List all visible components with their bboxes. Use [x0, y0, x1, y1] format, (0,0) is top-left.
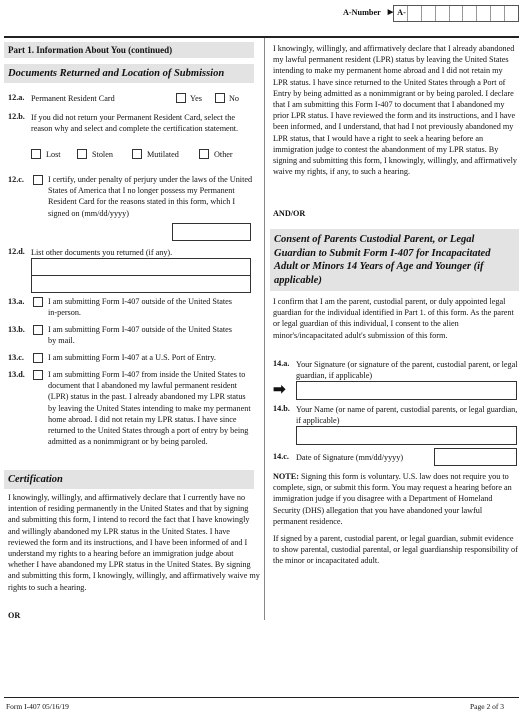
q13a-text: I am submitting Form I-407 outside of the United States in-person.	[48, 297, 232, 318]
q12a-label: Permanent Resident Card	[31, 94, 115, 103]
q13b-text: I am submitting Form I-407 outside of the United States by mail.	[48, 325, 232, 346]
q14c-label: Date of Signature (mm/dd/yyyy)	[296, 453, 404, 462]
q12a-no-label: No	[229, 94, 240, 103]
stolen-label: Stolen	[92, 150, 113, 159]
q13c-number: 13.c.	[8, 353, 24, 362]
q14b-number: 14.b.	[273, 404, 290, 413]
name-field[interactable]	[296, 426, 517, 445]
q13a-number: 13.a.	[8, 297, 25, 306]
q13a-checkbox[interactable]	[33, 297, 43, 307]
top-rule	[4, 36, 519, 38]
or-label: OR	[8, 611, 21, 620]
cert-text: I knowingly, willingly, and affirmatively declare that I currently have no intention of residing permanently in the United States and that by signing and submitting this form, I intend to record the fact that I have knowingly and willingly abandoned my LPR status in the United States. I have reviewed the form and its instructions, and I have been informed of and I understand my rights to a hearing before an immigration judge about whether I have abandoned my LPR status in the United States. By signing and submitting this form, I knowingly, willingly, and affirmatively waive my rights to such a hearing.	[8, 493, 260, 592]
andor-label: AND/OR	[273, 209, 306, 218]
note-text: Signing this form is voluntary. U.S. law does not require you to complete, sign, or submit this form. You may request a hearing before an immigration judge if you disagree with a Department of Homeland Security (DHS) allegation that you have abandoned your lawful permanent residence.	[273, 472, 512, 526]
cert-heading: Certification	[8, 474, 63, 485]
lost-label: Lost	[46, 150, 61, 159]
stolen-checkbox[interactable]	[77, 149, 87, 159]
q14a-number: 14.a.	[273, 359, 290, 368]
q12c-checkbox[interactable]	[33, 175, 43, 185]
q13d-text: I am submitting Form I-407 from inside the United States to document that I abandoned my lawful permanent resident (LPR) status in the past. I already abandoned my LPR status by leaving the United States intending to make my permanent home abroad. I did not retain my LPR status. I have since returned to the United States through a port of entry by being admitted as a nonimmigrant or by being paroled.	[48, 370, 251, 447]
q12b-text: If you did not return your Permanent Resident Card, select the reason why and select and complete the certification statement.	[31, 113, 239, 134]
q12a-number: 12.a.	[8, 93, 25, 102]
page-number: Page 2 of 3	[470, 702, 504, 711]
sign-here-arrow-icon: ➡	[273, 382, 286, 398]
note-paragraph	[273, 471, 518, 527]
q12c-date-field[interactable]	[172, 223, 251, 241]
a-number-label: A-Number ► A-	[343, 7, 406, 18]
mutilated-checkbox[interactable]	[132, 149, 142, 159]
q13d-number: 13.d.	[8, 370, 25, 379]
q13d-checkbox[interactable]	[33, 370, 43, 380]
q12a-yes-label: Yes	[190, 94, 202, 103]
q14c-number: 14.c.	[273, 452, 289, 461]
other-label: Other	[214, 150, 233, 159]
q13b-number: 13.b.	[8, 325, 25, 334]
q13b-checkbox[interactable]	[33, 325, 43, 335]
q14b-label: Your Name (or name of parent, custodial parents, or legal guardian, if applicable)	[296, 405, 518, 426]
q13c-checkbox[interactable]	[33, 353, 43, 363]
a-number-field[interactable]	[393, 5, 519, 22]
q12a-no-checkbox[interactable]	[215, 93, 225, 103]
q12c-number: 12.c.	[8, 175, 24, 184]
q12d-field-1[interactable]	[31, 258, 251, 276]
q13c-text: I am submitting Form I-407 at a U.S. Port of Entry.	[48, 353, 216, 362]
q14a-label: Your Signature (or signature of the parent, custodial parent, or legal guardian, if applicable)	[296, 360, 518, 381]
consent-text: I confirm that I am the parent, custodial parent, or duly appointed legal guardian for the individual identified in Part 1. of this form. As the parent or legal guardian of this individual, I consent to the alien minor's/incapacitated adult's submission of this form.	[273, 297, 514, 340]
guardian-evidence-text: If signed by a parent, custodial parent, or legal guardian, submit evidence to show parental, custodial parental, or legal guardianship responsibility of the minor or incapacitated adult.	[273, 534, 518, 566]
footer-rule	[4, 697, 519, 698]
q12d-number: 12.d.	[8, 247, 25, 256]
q12b-number: 12.b.	[8, 112, 25, 121]
note-label: NOTE:	[273, 472, 299, 481]
date-of-signature-field[interactable]	[434, 448, 517, 466]
docs-heading: Documents Returned and Location of Submission	[8, 68, 225, 79]
column-divider	[264, 38, 265, 620]
part-title: Part 1. Information About You (continued)	[8, 45, 173, 55]
q12c-text: I certify, under penalty of perjury under the laws of the United States of America that I no longer possess my Permanent Resident Card for the reasons stated in this form, which I signed on (mm/dd/yyyy)	[48, 175, 253, 218]
q12d-field-2[interactable]	[31, 275, 251, 293]
q12d-text: List other documents you returned (if any).	[31, 248, 173, 257]
consent-heading: Consent of Parents Custodial Parent, or Legal Guardian to Submit Form I-407 for Incapacitated Adult or Minors 14 Years of Age and Younger (if applicable)	[274, 234, 491, 286]
signature-field[interactable]	[296, 381, 517, 400]
q12a-yes-checkbox[interactable]	[176, 93, 186, 103]
mutilated-label: Mutilated	[147, 150, 179, 159]
form-id: Form I-407 05/16/19	[6, 702, 69, 711]
arrow-icon: ►	[385, 7, 396, 18]
other-checkbox[interactable]	[199, 149, 209, 159]
lost-checkbox[interactable]	[31, 149, 41, 159]
declaration-text: I knowingly, willingly, and affirmatively declare that I already abandoned my lawful permanent resident (LPR) status by leaving the United States intending to make my permanent home abroad and I did not retain my LPR status. I have since returned to the United States through a Port of Entry by being admitted as a nonimmigrant or by being paroled. I declare that I am submitting this Form I-407 to document that I abandoned my prior LPR status. I have reviewed the form and its instructions, and I have been informed, and I understand, that had I not previously abandoned my LPR status, that I would have a right to seek a hearing before an immigration judge to contest the abandonment of my LPR status. By signing and submitting this form, I knowingly, willingly, and affirmatively waive my rights, if any, to such a hearing.	[273, 44, 517, 177]
